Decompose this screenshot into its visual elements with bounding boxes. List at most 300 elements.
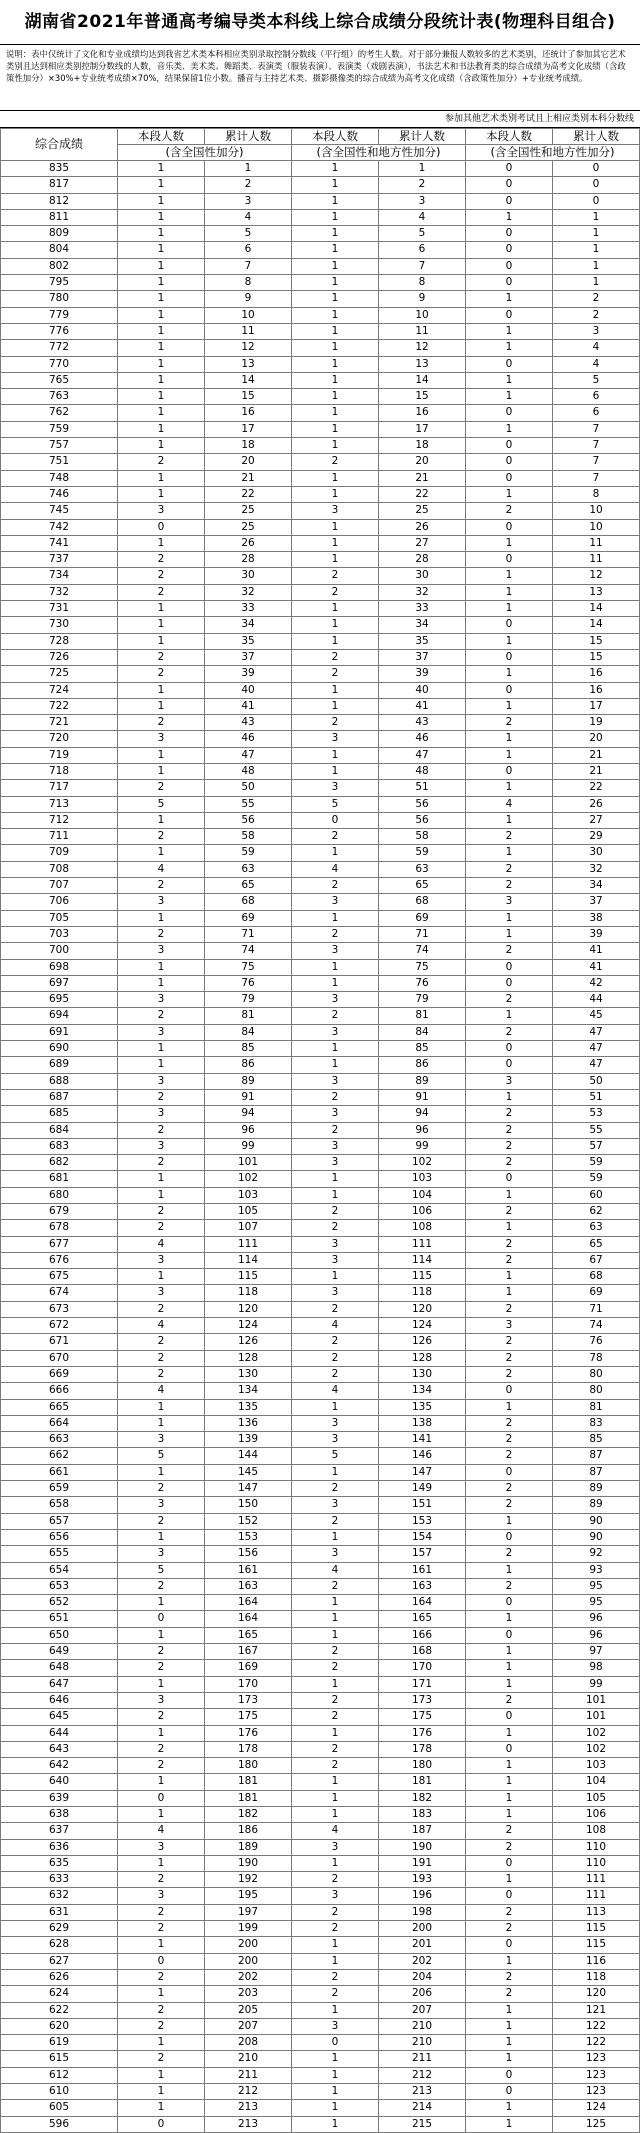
cumulative-cell: 193 <box>379 1872 466 1888</box>
count-cell: 2 <box>466 1350 553 1366</box>
score-cell: 666 <box>1 1383 118 1399</box>
cumulative-cell: 181 <box>205 1790 292 1806</box>
count-cell: 2 <box>118 584 205 600</box>
table-row <box>1 1432 640 1448</box>
explanation-note: 说明：表中仅统计了文化和专业成绩均达到我省艺术类本科相应类别录取控制分数线（平行组）的考生人数。对于部分兼报人数较多的艺术类别，还统计了参加其它艺术类别且达到相应类别控制分数线的人数，音乐类、美术类、舞蹈类、表演类（服装表演）、表演类（戏剧表演），书法艺术和书法教育类的综合成绩为高考文化成绩（含政策性加分）×30%+专业统考成绩×70%，结果保留1位小数。播音与主持艺术类、摄影摄像类的综合成绩为高考文化成绩（含政策性加分）+专业统考成绩。 <box>0 45 640 111</box>
score-cell: 705 <box>1 910 118 926</box>
cumulative-cell: 69 <box>379 910 466 926</box>
table-row <box>1 1415 640 1431</box>
cumulative-cell: 138 <box>379 1415 466 1431</box>
cumulative-cell: 102 <box>553 1741 640 1757</box>
cumulative-cell: 171 <box>379 1676 466 1692</box>
table-row <box>1 389 640 405</box>
cumulative-cell: 105 <box>553 1790 640 1806</box>
cumulative-cell: 99 <box>379 1138 466 1154</box>
count-cell: 2 <box>292 1921 379 1937</box>
cumulative-cell: 181 <box>205 1774 292 1790</box>
table-row <box>1 682 640 698</box>
cumulative-cell: 202 <box>205 1969 292 1985</box>
cumulative-cell: 78 <box>553 1350 640 1366</box>
table-row <box>1 486 640 502</box>
cumulative-cell: 128 <box>379 1350 466 1366</box>
other-category-note: 参加其他艺术类别考试且上相应类别本科分数线 <box>0 111 640 128</box>
cumulative-cell: 63 <box>553 1220 640 1236</box>
cumulative-cell: 145 <box>205 1464 292 1480</box>
count-cell: 2 <box>118 1089 205 1105</box>
cumulative-cell: 16 <box>379 405 466 421</box>
count-cell: 3 <box>118 1285 205 1301</box>
cumulative-cell: 2 <box>553 291 640 307</box>
column-header-count: 本段人数 <box>292 129 379 145</box>
count-cell: 2 <box>466 1415 553 1431</box>
count-cell: 2 <box>466 1969 553 1985</box>
count-cell: 2 <box>118 2002 205 2018</box>
count-cell: 3 <box>118 1024 205 1040</box>
table-row <box>1 1318 640 1334</box>
score-cell: 635 <box>1 1855 118 1871</box>
count-cell: 1 <box>292 1627 379 1643</box>
cumulative-cell: 123 <box>553 2084 640 2100</box>
score-cell: 651 <box>1 1611 118 1627</box>
table-row <box>1 1921 640 1937</box>
count-cell: 2 <box>118 454 205 470</box>
count-cell: 1 <box>118 1057 205 1073</box>
count-cell: 4 <box>118 1236 205 1252</box>
count-cell: 2 <box>466 943 553 959</box>
cumulative-cell: 111 <box>553 1872 640 1888</box>
cumulative-cell: 164 <box>205 1611 292 1627</box>
table-row <box>1 1953 640 1969</box>
cumulative-cell: 210 <box>379 2018 466 2034</box>
score-cell: 772 <box>1 340 118 356</box>
count-cell: 0 <box>466 275 553 291</box>
column-header-count: 本段人数 <box>466 129 553 145</box>
count-cell: 2 <box>466 1334 553 1350</box>
cumulative-cell: 141 <box>379 1432 466 1448</box>
score-cell: 762 <box>1 405 118 421</box>
cumulative-cell: 71 <box>205 926 292 942</box>
count-cell: 1 <box>292 486 379 502</box>
table-row <box>1 323 640 339</box>
cumulative-cell: 122 <box>553 2035 640 2051</box>
cumulative-cell: 39 <box>205 666 292 682</box>
table-row <box>1 763 640 779</box>
cumulative-cell: 15 <box>553 633 640 649</box>
cumulative-cell: 71 <box>379 926 466 942</box>
cumulative-cell: 114 <box>205 1252 292 1268</box>
score-cell: 809 <box>1 226 118 242</box>
count-cell: 3 <box>292 1024 379 1040</box>
cumulative-cell: 10 <box>553 519 640 535</box>
group-header-national-local-bonus: (含全国性和地方性加分) <box>292 145 466 161</box>
cumulative-cell: 214 <box>379 2100 466 2116</box>
cumulative-cell: 33 <box>205 601 292 617</box>
cumulative-cell: 198 <box>379 1904 466 1920</box>
count-cell: 1 <box>466 1611 553 1627</box>
cumulative-cell: 47 <box>205 747 292 763</box>
count-cell: 1 <box>466 1676 553 1692</box>
cumulative-cell: 53 <box>553 1106 640 1122</box>
score-cell: 731 <box>1 601 118 617</box>
count-cell: 2 <box>292 1741 379 1757</box>
table-row <box>1 1790 640 1806</box>
count-cell: 0 <box>466 1171 553 1187</box>
cumulative-cell: 87 <box>553 1448 640 1464</box>
score-cell: 765 <box>1 372 118 388</box>
score-cell: 622 <box>1 2002 118 2018</box>
score-cell: 690 <box>1 1041 118 1057</box>
count-cell: 1 <box>466 1725 553 1741</box>
score-cell: 812 <box>1 193 118 209</box>
table-row <box>1 340 640 356</box>
table-row <box>1 470 640 486</box>
count-cell: 1 <box>118 438 205 454</box>
count-cell: 3 <box>118 731 205 747</box>
cumulative-cell: 200 <box>379 1921 466 1937</box>
cumulative-cell: 13 <box>379 356 466 372</box>
count-cell: 4 <box>292 1318 379 1334</box>
cumulative-cell: 16 <box>553 682 640 698</box>
cumulative-cell: 39 <box>553 926 640 942</box>
table-row <box>1 535 640 551</box>
count-cell: 1 <box>118 1171 205 1187</box>
score-cell: 676 <box>1 1252 118 1268</box>
count-cell: 0 <box>466 454 553 470</box>
count-cell: 1 <box>292 552 379 568</box>
cumulative-cell: 104 <box>379 1187 466 1203</box>
table-row <box>1 861 640 877</box>
cumulative-cell: 37 <box>205 649 292 665</box>
cumulative-cell: 99 <box>553 1676 640 1692</box>
count-cell: 1 <box>292 845 379 861</box>
count-cell: 1 <box>466 2100 553 2116</box>
score-cell: 742 <box>1 519 118 535</box>
table-row <box>1 438 640 454</box>
count-cell: 3 <box>118 1432 205 1448</box>
score-cell: 642 <box>1 1758 118 1774</box>
score-cell: 680 <box>1 1187 118 1203</box>
cumulative-cell: 102 <box>379 1155 466 1171</box>
score-cell: 707 <box>1 878 118 894</box>
count-cell: 1 <box>292 161 379 177</box>
table-row <box>1 1204 640 1220</box>
score-cell: 669 <box>1 1366 118 1382</box>
count-cell: 2 <box>292 454 379 470</box>
count-cell: 4 <box>292 1823 379 1839</box>
score-cell: 683 <box>1 1138 118 1154</box>
cumulative-cell: 57 <box>553 1138 640 1154</box>
count-cell: 1 <box>466 2002 553 2018</box>
cumulative-cell: 47 <box>553 1041 640 1057</box>
table-row <box>1 747 640 763</box>
table-row <box>1 1741 640 1757</box>
score-cell: 687 <box>1 1089 118 1105</box>
cumulative-cell: 126 <box>379 1334 466 1350</box>
score-cell: 811 <box>1 209 118 225</box>
cumulative-cell: 10 <box>553 503 640 519</box>
cumulative-cell: 80 <box>553 1366 640 1382</box>
table-row <box>1 1725 640 1741</box>
table-row <box>1 1872 640 1888</box>
count-cell: 3 <box>292 943 379 959</box>
table-row <box>1 372 640 388</box>
count-cell: 1 <box>292 177 379 193</box>
score-cell: 679 <box>1 1204 118 1220</box>
cumulative-cell: 12 <box>379 340 466 356</box>
count-cell: 1 <box>118 535 205 551</box>
score-cell: 835 <box>1 161 118 177</box>
cumulative-cell: 2 <box>205 177 292 193</box>
cumulative-cell: 135 <box>379 1399 466 1415</box>
cumulative-cell: 69 <box>205 910 292 926</box>
cumulative-cell: 4 <box>553 340 640 356</box>
score-cell: 780 <box>1 291 118 307</box>
count-cell: 2 <box>292 1644 379 1660</box>
cumulative-cell: 105 <box>205 1204 292 1220</box>
count-cell: 1 <box>292 226 379 242</box>
cumulative-cell: 139 <box>205 1432 292 1448</box>
count-cell: 1 <box>466 1660 553 1676</box>
score-cell: 776 <box>1 323 118 339</box>
table-row <box>1 454 640 470</box>
cumulative-cell: 84 <box>205 1024 292 1040</box>
count-cell: 2 <box>118 666 205 682</box>
cumulative-cell: 14 <box>553 601 640 617</box>
table-row <box>1 242 640 258</box>
score-cell: 673 <box>1 1301 118 1317</box>
count-cell: 1 <box>118 2100 205 2116</box>
table-row <box>1 666 640 682</box>
count-cell: 1 <box>118 389 205 405</box>
count-cell: 1 <box>292 910 379 926</box>
count-cell: 2 <box>292 1578 379 1594</box>
score-cell: 633 <box>1 1872 118 1888</box>
cumulative-cell: 96 <box>205 1122 292 1138</box>
cumulative-cell: 203 <box>205 1986 292 2002</box>
cumulative-cell: 165 <box>379 1611 466 1627</box>
count-cell: 1 <box>118 421 205 437</box>
count-cell: 2 <box>118 568 205 584</box>
cumulative-cell: 11 <box>205 323 292 339</box>
count-cell: 1 <box>118 193 205 209</box>
count-cell: 1 <box>292 1676 379 1692</box>
cumulative-cell: 163 <box>379 1578 466 1594</box>
count-cell: 2 <box>292 666 379 682</box>
column-header-cumulative: 累计人数 <box>205 129 292 145</box>
count-cell: 1 <box>118 682 205 698</box>
table-row <box>1 1692 640 1708</box>
table-row <box>1 2116 640 2132</box>
count-cell: 2 <box>466 1546 553 1562</box>
cumulative-cell: 85 <box>205 1041 292 1057</box>
table-row <box>1 1969 640 1985</box>
cumulative-cell: 146 <box>379 1448 466 1464</box>
cumulative-cell: 41 <box>379 698 466 714</box>
table-row <box>1 633 640 649</box>
cumulative-cell: 25 <box>205 503 292 519</box>
cumulative-cell: 8 <box>553 486 640 502</box>
cumulative-cell: 4 <box>553 356 640 372</box>
count-cell: 1 <box>292 1187 379 1203</box>
count-cell: 1 <box>466 1806 553 1822</box>
table-row <box>1 1399 640 1415</box>
cumulative-cell: 120 <box>553 1986 640 2002</box>
cumulative-cell: 122 <box>553 2018 640 2034</box>
count-cell: 3 <box>292 1285 379 1301</box>
table-row <box>1 193 640 209</box>
table-row <box>1 1122 640 1138</box>
score-cell: 741 <box>1 535 118 551</box>
count-cell: 1 <box>466 1187 553 1203</box>
group-header-other-category: (含全国性和地方性加分) <box>466 145 640 161</box>
cumulative-cell: 157 <box>379 1546 466 1562</box>
count-cell: 2 <box>292 584 379 600</box>
cumulative-cell: 86 <box>379 1057 466 1073</box>
cumulative-cell: 38 <box>553 910 640 926</box>
score-cell: 720 <box>1 731 118 747</box>
count-cell: 0 <box>466 470 553 486</box>
count-cell: 1 <box>118 275 205 291</box>
table-row <box>1 1709 640 1725</box>
count-cell: 0 <box>466 1383 553 1399</box>
table-row <box>1 1106 640 1122</box>
count-cell: 2 <box>466 1366 553 1382</box>
count-cell: 3 <box>292 1839 379 1855</box>
count-cell: 1 <box>118 2067 205 2083</box>
table-row <box>1 1578 640 1594</box>
count-cell: 3 <box>118 1839 205 1855</box>
score-cell: 695 <box>1 992 118 1008</box>
table-row <box>1 1236 640 1252</box>
score-cell: 726 <box>1 649 118 665</box>
count-cell: 2 <box>466 1839 553 1855</box>
count-cell: 1 <box>292 356 379 372</box>
table-row <box>1 1155 640 1171</box>
cumulative-cell: 115 <box>553 1921 640 1937</box>
table-row <box>1 258 640 274</box>
cumulative-cell: 2 <box>379 177 466 193</box>
cumulative-cell: 0 <box>553 161 640 177</box>
cumulative-cell: 189 <box>205 1839 292 1855</box>
score-cell: 748 <box>1 470 118 486</box>
count-cell: 0 <box>466 438 553 454</box>
cumulative-cell: 207 <box>205 2018 292 2034</box>
count-cell: 1 <box>292 340 379 356</box>
score-cell: 678 <box>1 1220 118 1236</box>
count-cell: 1 <box>292 1595 379 1611</box>
count-cell: 1 <box>118 601 205 617</box>
score-cell: 681 <box>1 1171 118 1187</box>
table-row <box>1 1334 640 1350</box>
count-cell: 1 <box>118 209 205 225</box>
count-cell: 1 <box>292 389 379 405</box>
cumulative-cell: 35 <box>379 633 466 649</box>
count-cell: 2 <box>118 878 205 894</box>
score-cell: 659 <box>1 1481 118 1497</box>
table-row <box>1 161 640 177</box>
cumulative-cell: 213 <box>379 2084 466 2100</box>
count-cell: 3 <box>292 1236 379 1252</box>
count-cell: 2 <box>292 568 379 584</box>
table-row <box>1 209 640 225</box>
count-cell: 0 <box>466 959 553 975</box>
score-cell: 636 <box>1 1839 118 1855</box>
score-cell: 706 <box>1 894 118 910</box>
score-cell: 656 <box>1 1529 118 1545</box>
count-cell: 2 <box>118 1921 205 1937</box>
table-row <box>1 1595 640 1611</box>
cumulative-cell: 161 <box>205 1562 292 1578</box>
count-cell: 2 <box>118 1122 205 1138</box>
cumulative-cell: 20 <box>205 454 292 470</box>
cumulative-cell: 89 <box>379 1073 466 1089</box>
count-cell: 2 <box>292 1204 379 1220</box>
cumulative-cell: 41 <box>205 698 292 714</box>
cumulative-cell: 4 <box>205 209 292 225</box>
cumulative-cell: 20 <box>379 454 466 470</box>
table-row <box>1 2035 640 2051</box>
count-cell: 1 <box>292 1611 379 1627</box>
count-cell: 0 <box>292 2035 379 2051</box>
count-cell: 2 <box>292 1709 379 1725</box>
score-cell: 650 <box>1 1627 118 1643</box>
count-cell: 1 <box>466 1285 553 1301</box>
table-row <box>1 943 640 959</box>
count-cell: 5 <box>118 796 205 812</box>
cumulative-cell: 199 <box>205 1921 292 1937</box>
cumulative-cell: 68 <box>553 1269 640 1285</box>
score-cell: 654 <box>1 1562 118 1578</box>
count-cell: 3 <box>292 1497 379 1513</box>
count-cell: 1 <box>292 258 379 274</box>
cumulative-cell: 169 <box>205 1660 292 1676</box>
score-cell: 637 <box>1 1823 118 1839</box>
count-cell: 1 <box>118 161 205 177</box>
cumulative-cell: 18 <box>379 438 466 454</box>
cumulative-cell: 40 <box>205 682 292 698</box>
cumulative-cell: 86 <box>205 1057 292 1073</box>
table-row <box>1 2084 640 2100</box>
cumulative-cell: 97 <box>553 1644 640 1660</box>
cumulative-cell: 65 <box>205 878 292 894</box>
count-cell: 5 <box>292 796 379 812</box>
score-cell: 698 <box>1 959 118 975</box>
cumulative-cell: 89 <box>205 1073 292 1089</box>
cumulative-cell: 200 <box>205 1953 292 1969</box>
cumulative-cell: 213 <box>205 2116 292 2132</box>
cumulative-cell: 165 <box>205 1627 292 1643</box>
table-row <box>1 552 640 568</box>
count-cell: 2 <box>466 1448 553 1464</box>
count-cell: 1 <box>118 747 205 763</box>
count-cell: 3 <box>292 992 379 1008</box>
score-cell: 640 <box>1 1774 118 1790</box>
count-cell: 2 <box>118 1155 205 1171</box>
cumulative-cell: 113 <box>553 1904 640 1920</box>
score-cell: 817 <box>1 177 118 193</box>
cumulative-cell: 17 <box>553 698 640 714</box>
count-cell: 2 <box>466 1024 553 1040</box>
count-cell: 1 <box>118 1986 205 2002</box>
cumulative-cell: 58 <box>205 829 292 845</box>
cumulative-cell: 101 <box>553 1692 640 1708</box>
score-cell: 665 <box>1 1399 118 1415</box>
cumulative-cell: 134 <box>379 1383 466 1399</box>
count-cell: 2 <box>466 1252 553 1268</box>
cumulative-cell: 12 <box>205 340 292 356</box>
score-cell: 626 <box>1 1969 118 1985</box>
cumulative-cell: 153 <box>379 1513 466 1529</box>
